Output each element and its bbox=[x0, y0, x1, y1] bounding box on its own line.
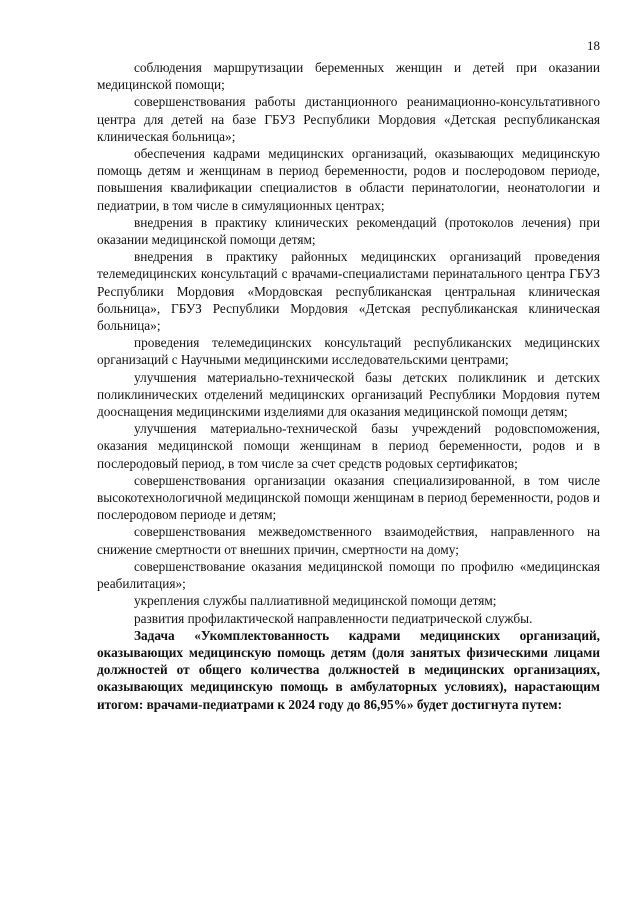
paragraph-maternity-base: улучшения материально-технической базы учреждений родовспоможения, оказания медицинской помощи женщинам в период беременности, родов и в послеродовый период, в том числе за счет средств родовых сертификатов; bbox=[97, 421, 600, 471]
paragraph-interagency: совершенствования межведомственного взаимодействия, направленного на снижение смертности от внешних причин, смертности на дому; bbox=[97, 524, 600, 557]
paragraph-palliative: укрепления службы паллиативной медицинской помощи детям; bbox=[134, 593, 497, 609]
paragraph-specialized-care: совершенствования организации оказания специализированной, в том числе высокотехнологичной медицинской помощи женщинам в период беременности, родов и послеродовом периоде и детям; bbox=[97, 472, 600, 523]
paragraph-telemedicine-district: внедрения в практику районных медицинских организаций проведения телемедицинских консультаций с врачами-специалистами перинатального центра ГБУЗ Республики Мордовия «Мордовская республиканская центральная клиническая больница», ГБУЗ Республики Мордовия «Детская республиканская клиническая больница»; bbox=[97, 249, 600, 334]
paragraph-remote-center: совершенствования работы дистанционного реанимационно-консультативного центра для детей на базе ГБУЗ Республики Мордовия «Детская республиканская клиническая больница»; bbox=[97, 94, 600, 144]
paragraph-routing: соблюдения маршрутизации беременных женщин и детей при оказании медицинской помощи; bbox=[97, 60, 600, 93]
paragraph-telemedicine-research: проведения телемедицинских консультаций республиканских медицинских организаций с Научными медицинскими исследовательскими центрами; bbox=[97, 335, 600, 368]
paragraph-staffing: обеспечения кадрами медицинских организаций, оказывающих медицинскую помощь детям и женщинам в период беременности, родов и послеродовом периоде, повышения квалификации специалистов в области перинатологии, неонатологии и педиатрии, в том числе в симуляционных центрах; bbox=[97, 146, 600, 213]
paragraph-polyclinic-equipment: улучшения материально-технической базы детских поликлиник и детских поликлинических отделений медицинских организаций Республики Мордовия путем дооснащения медицинскими изделиями для оказания медицинской помощи детям; bbox=[97, 369, 600, 420]
paragraph-prevention: развития профилактической направленности педиатрической службы. bbox=[134, 610, 533, 626]
paragraph-clinical-guidelines: внедрения в практику клинических рекомендаций (протоколов лечения) при оказании медицинской помощи детям; bbox=[97, 214, 600, 248]
document-body bbox=[97, 59, 600, 713]
page-number: 18 bbox=[587, 38, 600, 53]
task-paragraph: Задача «Укомплектованность кадрами медицинских организаций, оказывающих медицинскую помощь детям (доля занятых физическими лицами должностей от общего количества должностей в медицинских организациях, оказывающих медицинскую помощь в амбулаторных условиях), нарастающим итогом: врачами-педиатрами к 2024 году до 86,95%» будет достигнута путем: bbox=[97, 627, 600, 712]
paragraph-rehabilitation: совершенствование оказания медицинской помощи по профилю «медицинская реабилитация»; bbox=[97, 558, 600, 592]
